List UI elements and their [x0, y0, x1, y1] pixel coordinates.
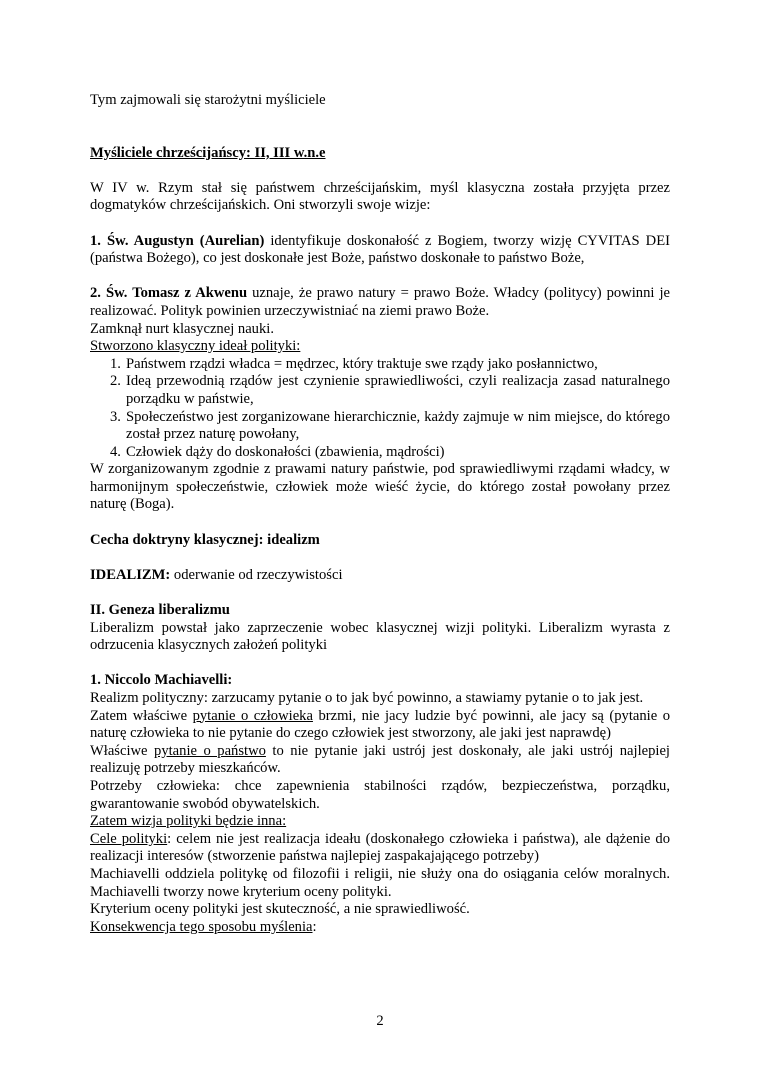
- page-content: [90, 92, 670, 936]
- augustine-label: 1. Św. Augustyn (Aurelian): [90, 232, 265, 249]
- liberalism-heading: II. Geneza liberalizmu: [90, 602, 230, 619]
- ideal-list: [90, 356, 670, 462]
- ideal-summary: W zorganizowanym zgodnie z prawami natury państwie, pod sprawiedliwymi rządami władcy, w harmonijnym społeczeństwie, człowiek może wieść życie, do którego został powołany przez naturę (Boga).: [90, 461, 670, 513]
- machiavelli-heading: 1. Niccolo Machiavelli:: [90, 672, 233, 689]
- realism-paragraph: Realizm polityczny: zarzucamy pytanie o to jak być powinno, a stawiamy pytanie o to jak jest.: [90, 690, 644, 706]
- list-item-number: 3.: [110, 408, 121, 425]
- list-item-text: Społeczeństwo jest zorganizowane hierarchicznie, każdy zajmuje w nim miejsce, do którego został przez naturę powołany,: [126, 408, 670, 443]
- goals-term: Cele polityki: [90, 830, 168, 847]
- list-item: [90, 444, 670, 462]
- consequence-colon: :: [312, 918, 317, 935]
- list-item: [90, 409, 670, 444]
- consequence-term: Konsekwencja tego sposobu myślenia: [90, 918, 313, 935]
- vision-line: Zatem wizja polityki będzie inna:: [90, 813, 287, 830]
- question-man-post: brzmi, nie jacy ludzie być powinni, ale jacy są (pytanie o naturę człowieka to nie pytanie do czego człowiek jest stworzony, ale jaki jest naprawdę): [90, 707, 670, 742]
- thomas-label: 2. Św. Tomasz z Akwenu: [90, 285, 248, 302]
- christian-thinkers-heading: Myśliciele chrześcijańscy: II, III w.n.e: [90, 144, 326, 161]
- list-item-number: 2.: [110, 373, 121, 390]
- liberalism-paragraph: Liberalizm powstał jako zaprzeczenie wobec klasycznej wizji polityki. Liberalizm wyrasta z odrzucenia klasycznych założeń polityki: [90, 619, 670, 654]
- page-number: 2: [376, 1013, 384, 1029]
- christian-paragraph: W IV w. Rzym stał się państwem chrześcijańskim, myśl klasyczna została przyjęta przez dogmatyków chrześcijańskich. Oni stworzyli swoje wizje:: [90, 179, 670, 214]
- thomas-paragraph: [90, 285, 670, 320]
- closed-line: Zamknął nurt klasycznej nauki.: [90, 320, 274, 337]
- list-item-text: Ideą przewodnią rządów jest czynienie sprawiedliwości, czyli realizacja zasad naturalnego porządku w państwie,: [126, 373, 670, 407]
- list-item-number: 1.: [110, 355, 121, 372]
- list-item: [90, 373, 670, 408]
- idealism-line: [90, 567, 670, 585]
- question-state-paragraph: [90, 743, 670, 778]
- goals-text: : celem nie jest realizacja ideału (doskonałego człowieka i państwa), ale dążenie do realizacji interesów (stworzenie państwa najlepiej zaspakajającego potrzeby): [90, 830, 670, 865]
- question-man-paragraph: [90, 708, 670, 743]
- question-state-pre: Właściwe: [90, 742, 155, 759]
- list-item-text: Człowiek dąży do doskonałości (zbawienia, mądrości): [126, 443, 445, 460]
- thomas-text: uznaje, że prawo natury = prawo Boże. Władcy (politycy) powinni je realizować. Polityk powinien urzeczywistniać na ziemi prawo Boże.: [90, 285, 670, 319]
- consequence-line: [90, 919, 670, 937]
- needs-paragraph: Potrzeby człowieka: chce zapewnienia stabilności rządów, bezpieczeństwa, porządku, gwarantowanie swobód obywatelskich.: [90, 777, 670, 812]
- feature-heading: Cecha doktryny klasycznej: idealizm: [90, 531, 320, 548]
- ideal-heading: Stworzono klasyczny ideał polityki:: [90, 338, 301, 355]
- intro-line: Tym zajmowali się starożytni myśliciele: [90, 92, 326, 108]
- list-item: [90, 356, 670, 374]
- idealism-text: oderwanie od rzeczywistości: [170, 566, 343, 583]
- list-item-text: Państwem rządzi władca = mędrzec, który traktuje swe rządy jako posłannictwo,: [126, 355, 598, 372]
- question-man-pre: Zatem właściwe: [90, 707, 193, 724]
- separates-paragraph: Machiavelli oddziela politykę od filozofii i religii, nie służy ona do osiągania celów moralnych. Machiavelli tworzy nowe kryterium oceny polityki.: [90, 865, 670, 900]
- criterion-line: Kryterium oceny polityki jest skuteczność, a nie sprawiedliwość.: [90, 901, 470, 918]
- question-state-post: to nie pytanie jaki ustrój jest doskonały, ale jaki ustrój najlepiej realizuję potrzeby mieszkańców.: [90, 742, 670, 777]
- augustine-paragraph: [90, 233, 670, 268]
- augustine-text: identyfikuje doskonałość z Bogiem, tworzy wizję CYVITAS DEI (państwa Bożego), co jest doskonałe jest Boże, państwo doskonałe to państwo Boże,: [90, 232, 670, 267]
- goals-paragraph: [90, 831, 670, 866]
- question-man-term: pytanie o człowieka: [192, 707, 313, 724]
- question-state-term: pytanie o państwo: [154, 742, 266, 759]
- list-item-number: 4.: [110, 443, 121, 460]
- idealism-label: IDEALIZM:: [90, 566, 171, 583]
